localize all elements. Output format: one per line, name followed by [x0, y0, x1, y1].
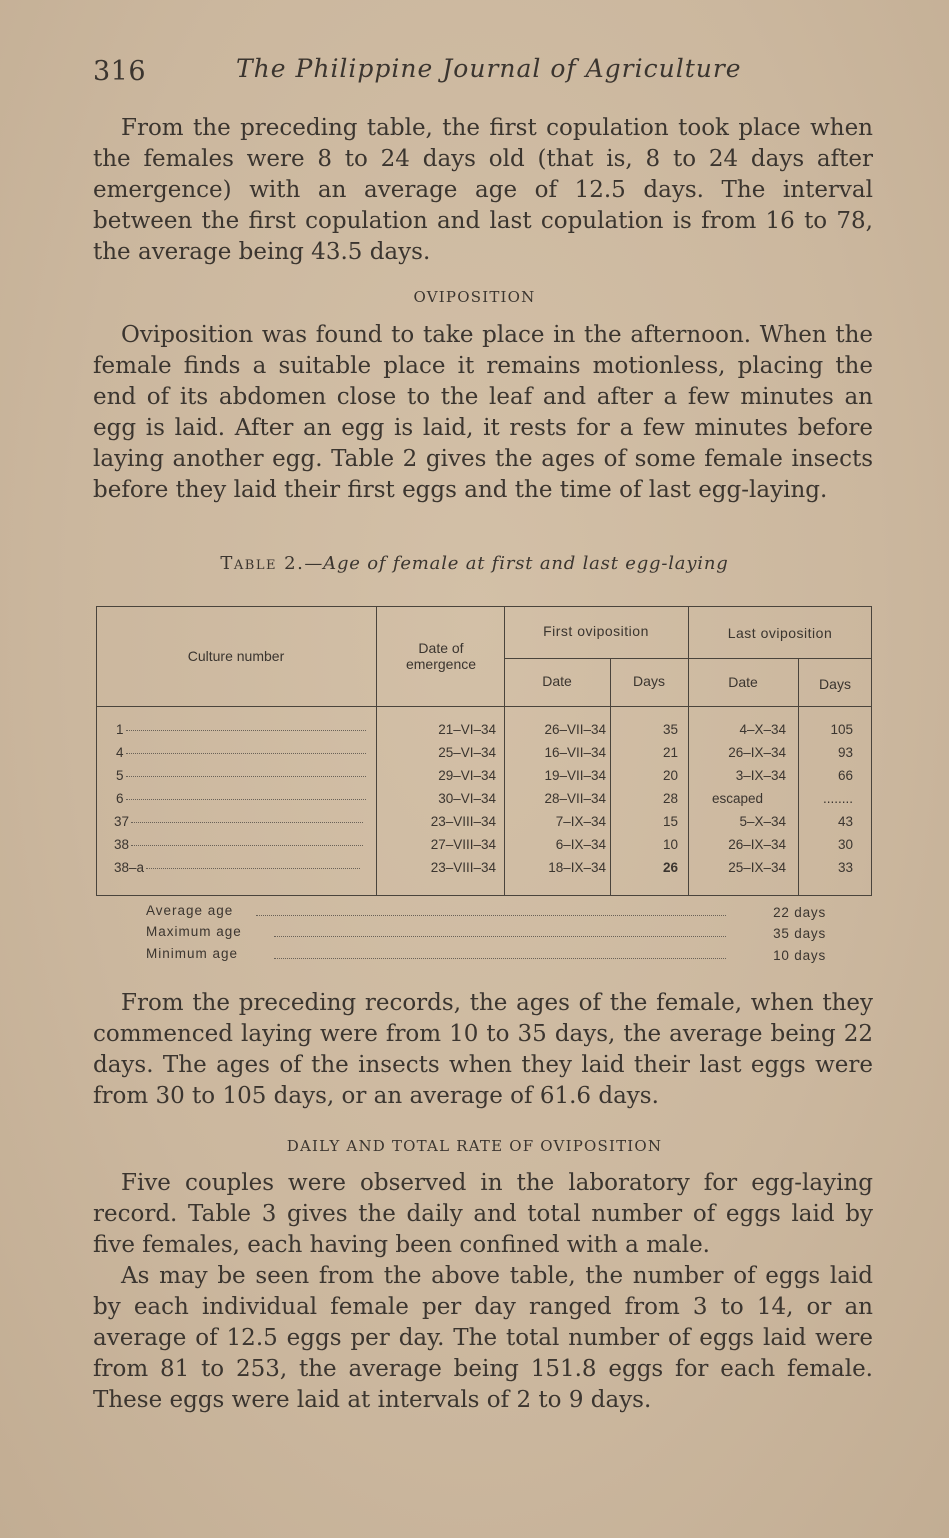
cell-last-date: 5–X–34 — [739, 814, 786, 829]
cell-culture: 1 — [116, 722, 124, 737]
cell-first-days: 26 — [662, 860, 678, 875]
cell-first-date: 28–VII–34 — [544, 791, 606, 806]
header-first-date: Date — [542, 673, 572, 689]
header-first-oviposition: First oviposition — [543, 623, 649, 639]
records-paragraph — [93, 988, 873, 1112]
oviposition-paragraph-text: Oviposition was found to take place in the afternoon. When the female finds a suitable place it remains motionless, placing the end of its abdomen close to the leaf and after a few minutes an egg is laid. After an egg is laid, it rests for a few minutes before laying another egg. Table 2 gives the ages of some female insects before they laid their first eggs and the time of last egg-laying. — [93, 322, 873, 503]
cell-last-days: 66 — [837, 768, 853, 783]
cell-first-days: 15 — [662, 814, 678, 829]
cell-first-date: 6–IX–34 — [555, 837, 606, 852]
cell-first-date: 18–IX–34 — [548, 860, 606, 875]
section-heading-daily-rate: DAILY AND TOTAL RATE OF OVIPOSITION — [286, 1137, 663, 1155]
cell-culture: 6 — [116, 791, 124, 806]
table-row — [96, 722, 872, 745]
header-last-date: Date — [728, 674, 758, 690]
cell-emergence: 29–VI–34 — [438, 768, 496, 783]
table-row — [96, 814, 872, 837]
table-row — [96, 860, 872, 883]
cell-last-days: ........ — [822, 791, 853, 806]
intro-paragraph — [93, 113, 873, 268]
cell-last-days: 105 — [830, 722, 853, 737]
cell-last-date: 4–X–34 — [739, 722, 786, 737]
summary-value: 22 days — [773, 905, 826, 920]
header-culture-number: Culture number — [187, 648, 285, 664]
daily-paragraph-1 — [93, 1168, 873, 1261]
cell-first-days: 20 — [662, 768, 678, 783]
records-paragraph-text: From the preceding records, the ages of the female, when they commenced laying were from 10 to 35 days, the average being 22 days. The ages of the insects when they laid their last eggs were from 30 to 105 days, or an average of 61.6 days. — [93, 990, 873, 1109]
cell-emergence: 21–VI–34 — [438, 722, 496, 737]
header-first-days: Days — [633, 673, 665, 689]
cell-emergence: 25–VI–34 — [438, 745, 496, 760]
cell-last-days: 93 — [837, 745, 853, 760]
summary-maximum — [146, 924, 826, 944]
section-heading-oviposition: OVIPOSITION — [413, 288, 536, 306]
cell-emergence: 23–VIII–34 — [430, 814, 496, 829]
summary-value: 35 days — [773, 926, 826, 941]
daily-paragraph-2 — [93, 1261, 873, 1416]
summary-label: Average age — [146, 903, 234, 918]
summary-label: Minimum age — [146, 946, 239, 961]
oviposition-paragraph — [93, 320, 873, 506]
cell-emergence: 27–VIII–34 — [430, 837, 496, 852]
summary-label: Maximum age — [146, 924, 242, 939]
cell-culture: 5 — [116, 768, 124, 783]
summary-value: 10 days — [773, 948, 826, 963]
table-caption-label: Table 2. — [220, 553, 305, 574]
page-number: 316 — [93, 56, 147, 87]
cell-culture: 4 — [116, 745, 124, 760]
cell-culture: 37 — [114, 814, 130, 829]
cell-last-date: 3–IX–34 — [735, 768, 786, 783]
cell-culture: 38–a — [114, 860, 145, 875]
cell-first-days: 28 — [662, 791, 678, 806]
cell-first-days: 35 — [662, 722, 678, 737]
cell-first-date: 7–IX–34 — [555, 814, 606, 829]
daily-paragraph-2-text: As may be seen from the above table, the number of eggs laid by each individual female per day ranged from 3 to 14, or an average of 12.5 eggs per day. The total number of eggs laid were from 81 to 253, the average being 151.8 eggs for each female. These eggs were laid at intervals of 2 to 9 days. — [93, 1263, 873, 1413]
cell-last-date: escaped — [712, 791, 764, 806]
cell-last-date: 26–IX–34 — [728, 837, 786, 852]
table-row — [96, 791, 872, 814]
cell-last-days: 33 — [837, 860, 853, 875]
cell-first-days: 21 — [662, 745, 678, 760]
table-caption — [0, 553, 949, 574]
table-row — [96, 745, 872, 768]
cell-last-days: 30 — [837, 837, 853, 852]
cell-first-days: 10 — [662, 837, 678, 852]
running-title: The Philippine Journal of Agriculture — [236, 54, 742, 83]
table-row — [96, 837, 872, 860]
table-2 — [96, 606, 872, 896]
cell-last-date: 25–IX–34 — [728, 860, 786, 875]
summary-minimum — [146, 946, 826, 966]
header-last-oviposition: Last oviposition — [727, 625, 833, 641]
cell-emergence: 23–VIII–34 — [430, 860, 496, 875]
cell-culture: 38 — [114, 837, 130, 852]
summary-average — [146, 903, 826, 923]
table-row — [96, 768, 872, 791]
table-caption-title: —Age of female at first and last egg-laying — [304, 553, 729, 574]
daily-paragraph-1-text: Five couples were observed in the laboratory for egg-laying record. Table 3 gives the daily and total number of eggs laid by five females, each having been confined with a male. — [93, 1170, 873, 1258]
cell-first-date: 26–VII–34 — [544, 722, 606, 737]
intro-paragraph-text: From the preceding table, the first copulation took place when the females were 8 to 24 days old (that is, 8 to 24 days after emergence) with an average age of 12.5 days. The interval between the first copulation and last copulation is from 16 to 78, the average being 43.5 days. — [93, 115, 873, 265]
cell-first-date: 16–VII–34 — [544, 745, 606, 760]
header-last-days: Days — [819, 676, 851, 692]
cell-last-days: 43 — [837, 814, 853, 829]
cell-last-date: 26–IX–34 — [728, 745, 786, 760]
header-date-of-emergence: Date of emergence — [405, 640, 477, 672]
cell-emergence: 30–VI–34 — [438, 791, 496, 806]
cell-first-date: 19–VII–34 — [544, 768, 606, 783]
